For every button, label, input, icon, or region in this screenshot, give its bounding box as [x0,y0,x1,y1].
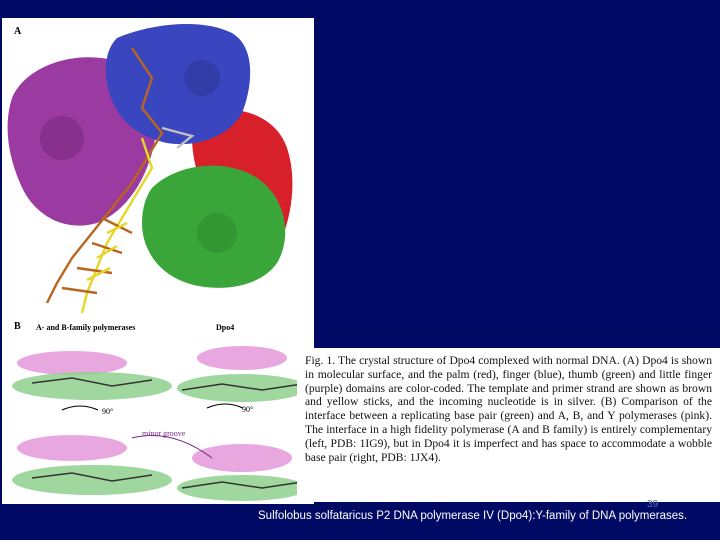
panel-b-right-heading: Dpo4 [216,323,235,332]
minor-groove-label: minor groove [142,429,186,438]
figure-panel [2,18,314,504]
panel-b-interface [12,346,307,501]
panel-a-protein-surface [8,24,293,288]
panel-b-label: B [14,321,21,332]
rotation-label-left: 90° [102,407,114,416]
caption-panel [297,348,720,502]
slide-footer: Sulfolobus solfataricus P2 DNA polymerase IV (Dpo4):Y-family of DNA polymerases. [258,510,688,522]
panel-a-label: A [14,26,22,37]
slide-number: 39 [647,499,659,510]
figure-caption: Fig. 1. The crystal structure of Dpo4 complexed with normal DNA. (A) Dpo4 is shown in molecular surface, and the palm (red), finger (blue), thumb (green) and little finger (purple) domains are color-coded. The template and primer strand are shown as brown and yellow sticks, and the incoming nucleotide is in silver. (B) Comparison of the interface between a replicating base pair (green) and A, B, and Y polymerases (pink). The interface in a high fidelity polymerase (A and B family) is entirely complementary (left, PDB: 1IG9), but in Dpo4 it is imperfect and has space to accommodate a wobble base pair (right, PDB: 1JX4). [305,354,712,464]
molecular-structure-image [2,18,314,504]
panel-b-left-heading: A- and B-family polymerases [36,323,136,332]
rotation-label-right: 90° [242,405,254,414]
